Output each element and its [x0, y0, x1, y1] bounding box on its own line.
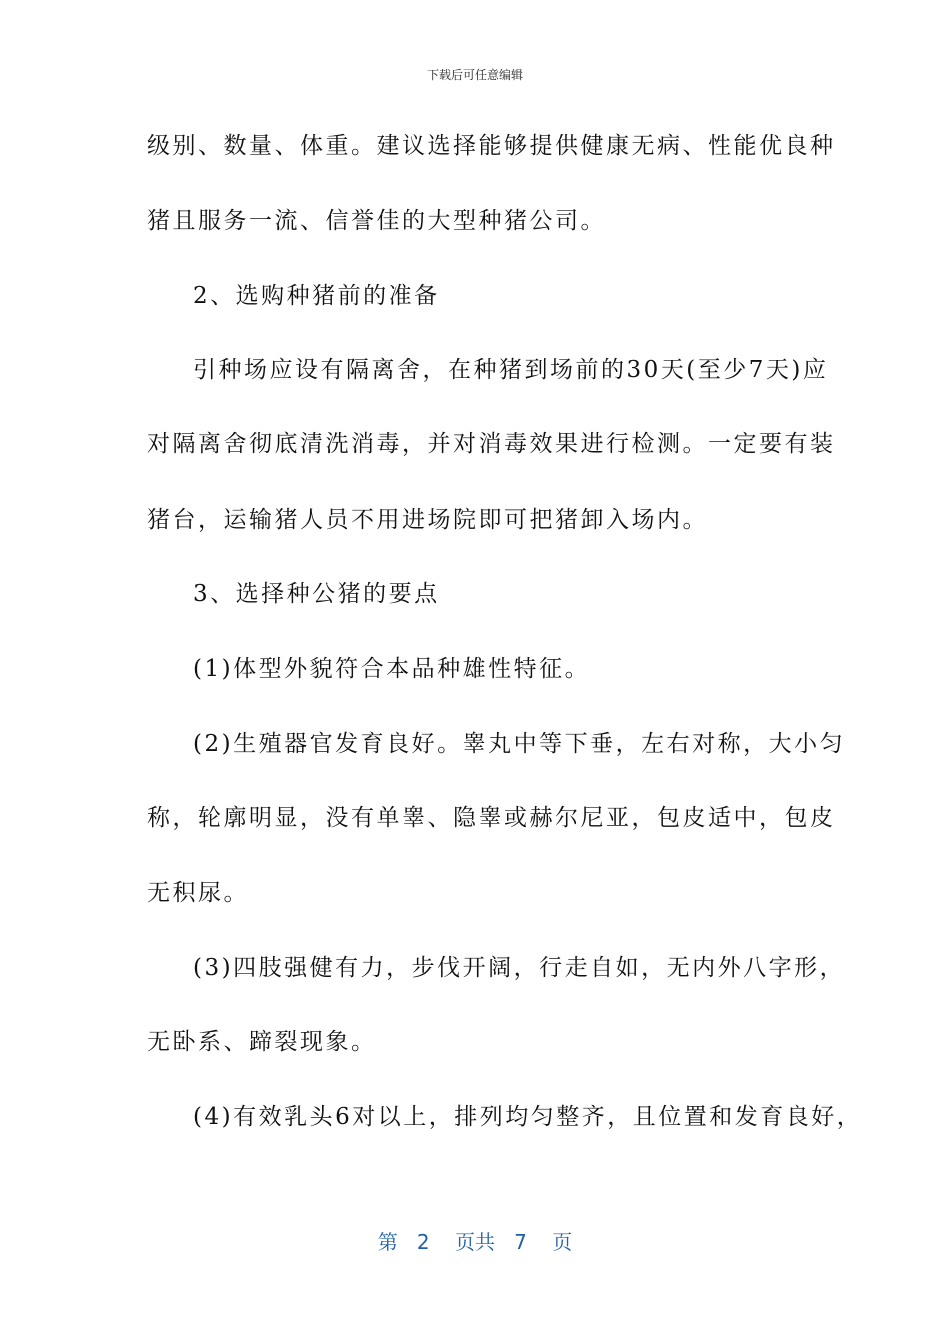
- paragraph-line: 称，轮廓明显，没有单睾、隐睾或赫尔尼亚，包皮适中，包皮: [147, 805, 836, 831]
- list-item: (4)有效乳头6对以上，排列均匀整齐，且位置和发育良好，: [193, 1104, 863, 1130]
- section-heading: 2、选购种猪前的准备: [193, 283, 440, 309]
- list-item: (1)体型外貌符合本品种雄性特征。: [193, 656, 591, 682]
- current-page-number: 2: [416, 1230, 430, 1254]
- total-pages-number: 7: [514, 1230, 527, 1254]
- footer-prefix: 第: [377, 1230, 398, 1254]
- paragraph-line: 对隔离舍彻底清洗消毒，并对消毒效果进行检测。一定要有装: [147, 431, 836, 457]
- paragraph-line: 无卧系、蹄裂现象。: [147, 1029, 377, 1055]
- section-heading: 3、选择种公猪的要点: [193, 581, 440, 607]
- paragraph-line: 无积尿。: [147, 880, 249, 906]
- paragraph-line: 引种场应设有隔离舍，在种猪到场前的30天(至少7天)应: [193, 357, 829, 383]
- paragraph-line: 猪台，运输猪人员不用进场院即可把猪卸入场内。: [147, 507, 708, 533]
- paragraph-line: 级别、数量、体重。建议选择能够提供健康无病、性能优良种: [147, 133, 836, 159]
- footer-mid: 页共: [455, 1230, 495, 1254]
- page-header-note: 下载后可任意编辑: [426, 68, 523, 82]
- page-footer: [0, 1226, 950, 1255]
- footer-suffix: 页: [552, 1230, 573, 1254]
- list-item: (2)生殖器官发育良好。睾丸中等下垂，左右对称，大小匀: [193, 731, 846, 757]
- paragraph-line: 猪且服务一流、信誉佳的大型种猪公司。: [147, 208, 606, 234]
- list-item: (3)四肢强健有力，步伐开阔，行走自如，无内外八字形，: [193, 955, 846, 981]
